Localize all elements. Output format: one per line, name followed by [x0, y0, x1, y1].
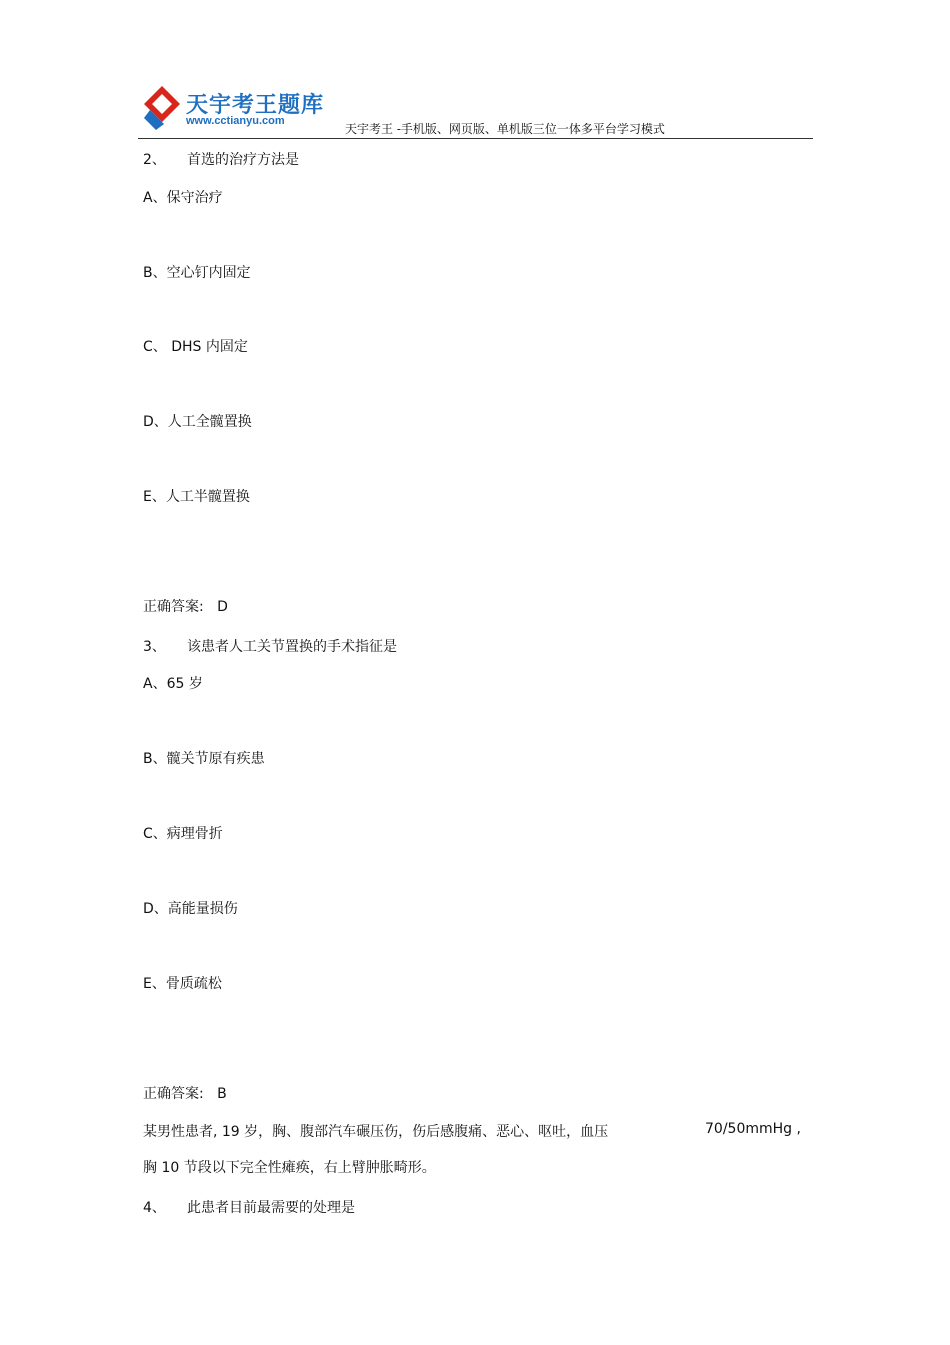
option-c: C、病理骨折 [143, 826, 223, 842]
case-blood-pressure: 70/50mmHg , [705, 1121, 801, 1137]
option-e: E、人工半髋置换 [143, 489, 250, 505]
answer-value: D [217, 599, 228, 615]
answer-line [143, 596, 228, 616]
question-number: 3、 [143, 639, 166, 655]
question-number: 4、 [143, 1200, 166, 1216]
header-tagline: 天宇考王 -手机版、网页版、单机版三位一体多平台学习模式 [345, 122, 665, 136]
case-text-line-2: 胸 10 节段以下完全性瘫痪，右上臂肿胀畸形。 [143, 1160, 436, 1176]
question-stem [143, 149, 299, 169]
option-d: D、高能量损伤 [143, 901, 238, 917]
answer-label: 正确答案: [143, 599, 204, 615]
answer-line [143, 1083, 227, 1103]
question-text: 首选的治疗方法是 [187, 152, 299, 168]
answer-value: B [217, 1086, 227, 1102]
question-text: 该患者人工关节置换的手术指征是 [187, 639, 397, 655]
case-text-line-1: 某男性患者, 19 岁，胸、腹部汽车碾压伤，伤后感腹痛、恶心、呕吐，血压 [143, 1124, 609, 1140]
question-number: 2、 [143, 152, 166, 168]
question-stem [143, 1197, 355, 1217]
option-c: C、 DHS 内固定 [143, 339, 248, 355]
option-e: E、骨质疏松 [143, 976, 222, 992]
question-text: 此患者目前最需要的处理是 [187, 1200, 355, 1216]
option-a: A、65 岁 [143, 676, 203, 692]
option-d: D、人工全髋置换 [143, 414, 252, 430]
logo-icon [142, 84, 182, 130]
page-header [138, 80, 813, 138]
question-stem [143, 636, 397, 656]
option-b: B、空心钉内固定 [143, 265, 251, 281]
option-a: A、保守治疗 [143, 190, 223, 206]
answer-label: 正确答案: [143, 1086, 204, 1102]
logo-title: 天宇考王题库 [186, 93, 325, 118]
logo-url: www.cctianyu.com [186, 115, 285, 127]
option-b: B、髋关节原有疾患 [143, 751, 265, 767]
header-divider [138, 138, 813, 139]
